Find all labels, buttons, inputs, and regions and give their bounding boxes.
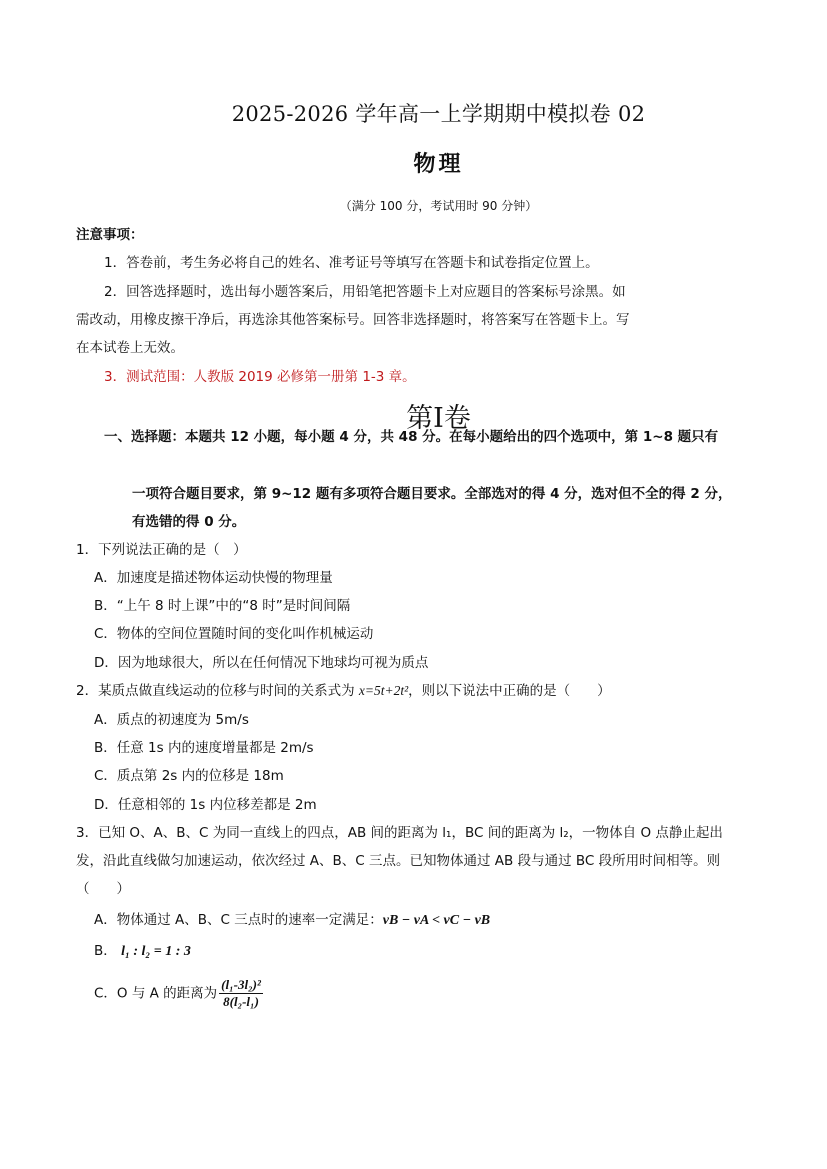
notice-item-2-line-1: 2．回答选择题时，选出每小题答案后，用铅笔把答题卡上对应题目的答案标号涂黑。如: [104, 284, 626, 300]
section-instructions-line-2: 一项符合题目要求，第 9~12 题有多项符合题目要求。全部选对的得 4 分，选对但不全的得 2 分，: [132, 486, 732, 502]
question-2-stem-pre: 2．某质点做直线运动的位移与时间的关系式为: [76, 683, 359, 699]
question-3-stem-line-3: （ ）: [76, 881, 130, 897]
exam-title: 2025-2026 学年高一上学期期中模拟卷 02: [231, 102, 646, 126]
fraction-numerator: (l₁-3l₂)²: [221, 977, 261, 992]
score-note: （满分 100 分，考试用时 90 分钟）: [339, 199, 538, 213]
question-3-option-a: [94, 911, 490, 930]
notice-item-3: 3．测试范围：人教版 2019 必修第一册第 1-3 章。: [104, 369, 416, 385]
question-3-stem-line-2: 发，沿此直线做匀加速运动，依次经过 A、B、C 三点。已知物体通过 AB 段与通过 BC 段所用时间相等。则: [76, 853, 721, 869]
subject-title: 物理: [413, 152, 464, 177]
question-1-option-a: A．加速度是描述物体运动快慢的物理量: [94, 570, 333, 586]
question-3-option-c-fraction: [219, 977, 263, 1010]
question-3-option-b-label: B．: [94, 943, 117, 959]
question-3-option-c-text: C．O 与 A 的距离为: [94, 985, 218, 1002]
question-2-option-b: B．任意 1s 内的速度增量都是 2m/s: [94, 740, 314, 756]
question-3-option-c: [94, 977, 263, 1010]
question-2-option-a: A．质点的初速度为 5m/s: [94, 712, 249, 728]
question-1-option-c: C．物体的空间位置随时间的变化叫作机械运动: [94, 626, 374, 642]
question-1-option-d: D．因为地球很大，所以在任何情况下地球均可视为质点: [94, 655, 429, 671]
part-title: 第Ⅰ卷: [406, 403, 471, 434]
question-2-stem-post: ，则以下说法中正确的是（ ）: [408, 683, 611, 699]
question-3-option-b-formula: l₁ : l₂ = 1 : 3: [121, 944, 191, 959]
question-3-option-b: [94, 942, 191, 961]
notice-heading: 注意事项：: [76, 227, 144, 243]
question-1-stem: 1．下列说法正确的是（ ）: [76, 542, 247, 558]
question-3-option-a-formula: vB − vA < vC − vB: [382, 913, 491, 928]
section-instructions-line-1: 一、选择题：本题共 12 小题，每小题 4 分，共 48 分。在每小题给出的四个选项中，第 1~8 题只有: [104, 429, 719, 445]
notice-item-2-line-3: 在本试卷上无效。: [76, 340, 184, 356]
question-1-option-b: B．“上午 8 时上课”中的“8 时”是时间间隔: [94, 598, 351, 614]
question-3-option-a-text: A．物体通过 A、B、C 三点时的速率一定满足：: [94, 912, 383, 928]
question-2-option-d: D．任意相邻的 1s 内位移差都是 2m: [94, 797, 317, 813]
question-2-formula: x=5t+2t²: [358, 683, 409, 698]
question-2-option-c: C．质点第 2s 内的位移是 18m: [94, 768, 284, 784]
question-2-stem: [76, 682, 611, 700]
question-3-stem-line-1: 3．已知 O、A、B、C 为同一直线上的四点，AB 间的距离为 l₁，BC 间的距离为 l₂，一物体自 O 点静止起出: [76, 825, 723, 841]
notice-item-2-line-2: 需改动，用橡皮擦干净后，再选涂其他答案标号。回答非选择题时，将答案写在答题卡上。写: [76, 312, 630, 328]
section-instructions-line-3: 有选错的得 0 分。: [132, 514, 246, 530]
fraction-denominator: 8(l₂-l₁): [223, 994, 259, 1009]
notice-item-1: 1．答卷前，考生务必将自己的姓名、准考证号等填写在答题卡和试卷指定位置上。: [104, 255, 599, 271]
